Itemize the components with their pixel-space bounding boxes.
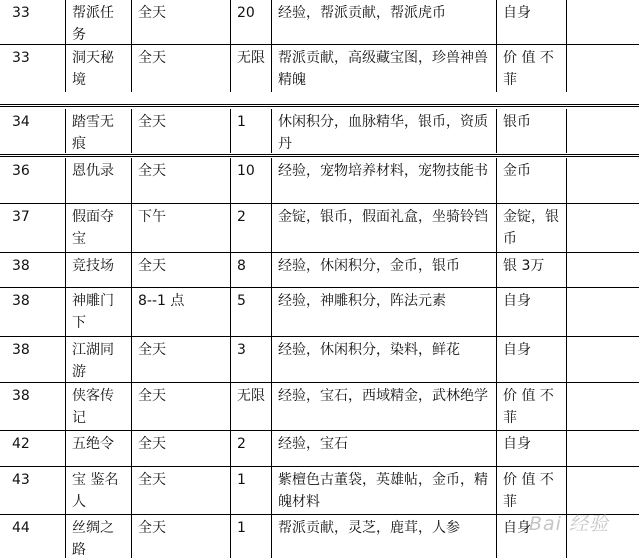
activity-name-cell: 踏雪无痕 xyxy=(65,109,131,153)
count-cell: 5 xyxy=(230,288,271,336)
activity-name-cell: 假面夺宝 xyxy=(65,204,131,252)
activity-name-cell: 帮派任务 xyxy=(65,0,131,44)
note-cell: 价 值 不菲 xyxy=(496,45,566,92)
level-cell: 36 xyxy=(12,163,30,179)
note-cell: 价 值 不菲 xyxy=(496,467,566,514)
watermark: Bai 经验 xyxy=(529,513,609,535)
activity-name-cell: 竞技场 xyxy=(65,253,131,287)
rewards-cell: 经验，神雕积分，阵法元素 xyxy=(271,288,496,336)
count-cell: 3 xyxy=(230,337,271,382)
count-cell: 8 xyxy=(230,253,271,287)
row-divider xyxy=(0,154,639,157)
table-row xyxy=(0,337,639,382)
time-cell: 全天 xyxy=(131,431,230,466)
time-cell: 全天 xyxy=(131,253,230,287)
count-cell: 1 xyxy=(230,109,271,153)
rewards-cell: 金锭，银币，假面礼盒，坐骑铃铛 xyxy=(271,204,496,252)
rewards-cell: 经验，帮派贡献，帮派虎币 xyxy=(271,0,496,44)
empty-cell xyxy=(566,337,639,382)
count-cell: 10 xyxy=(230,158,271,203)
time-cell: 全天 xyxy=(131,467,230,514)
table-row xyxy=(0,288,639,336)
count-cell: 无限 xyxy=(230,45,271,92)
note-cell: 自身 xyxy=(496,288,566,336)
activity-name-cell: 江湖同游 xyxy=(65,337,131,382)
empty-cell xyxy=(566,288,639,336)
level-cell: 38 xyxy=(12,342,30,358)
count-cell: 1 xyxy=(230,467,271,514)
note-cell: 自身 xyxy=(496,515,566,558)
table-row xyxy=(0,109,639,153)
table-row xyxy=(0,383,639,430)
activity-name-cell: 侠客传记 xyxy=(65,383,131,430)
level-cell: 33 xyxy=(12,5,30,21)
time-cell: 全天 xyxy=(131,109,230,153)
time-cell: 全天 xyxy=(131,45,230,92)
table-row xyxy=(0,431,639,466)
empty-cell xyxy=(566,45,639,92)
table-row xyxy=(0,0,639,44)
level-cell: 38 xyxy=(12,388,30,404)
level-cell: 42 xyxy=(12,436,30,452)
level-cell: 43 xyxy=(12,472,30,488)
time-cell: 全天 xyxy=(131,515,230,558)
table-row xyxy=(0,467,639,514)
empty-cell xyxy=(566,253,639,287)
empty-cell xyxy=(566,158,639,203)
activity-name-cell: 宝 鉴名人 xyxy=(65,467,131,514)
time-cell: 下午 xyxy=(131,204,230,252)
note-cell: 银币 xyxy=(496,109,566,153)
activity-name-cell: 恩仇录 xyxy=(65,158,131,203)
count-cell: 1 xyxy=(230,515,271,558)
time-cell: 全天 xyxy=(131,0,230,44)
empty-cell xyxy=(566,0,639,44)
level-cell: 44 xyxy=(12,520,30,536)
empty-cell xyxy=(566,204,639,252)
empty-cell xyxy=(566,109,639,153)
time-cell: 全天 xyxy=(131,337,230,382)
rewards-cell: 经验，休闲积分，染料，鲜花 xyxy=(271,337,496,382)
activity-name-cell: 洞天秘境 xyxy=(65,45,131,92)
rewards-cell: 帮派贡献，灵芝，鹿茸，人参 xyxy=(271,515,496,558)
rewards-cell: 经验，宠物培养材料，宠物技能书 xyxy=(271,158,496,203)
count-cell: 20 xyxy=(230,0,271,44)
time-cell: 全天 xyxy=(131,158,230,203)
table-row xyxy=(0,204,639,252)
note-cell: 自身 xyxy=(496,337,566,382)
rewards-cell: 紫檀色古董袋，英雄帖，金币，精魄材料 xyxy=(271,467,496,514)
note-cell: 自身 xyxy=(496,0,566,44)
note-cell: 价 值 不菲 xyxy=(496,383,566,430)
time-cell: 全天 xyxy=(131,383,230,430)
activity-name-cell: 五绝令 xyxy=(65,431,131,466)
time-cell: 8--1 点 xyxy=(131,288,230,336)
level-cell: 34 xyxy=(12,114,30,130)
empty-cell xyxy=(566,431,639,466)
activity-name-cell: 丝绸之路 xyxy=(65,515,131,558)
empty-cell xyxy=(566,383,639,430)
table-row xyxy=(0,158,639,203)
rewards-cell: 经验，休闲积分，金币，银币 xyxy=(271,253,496,287)
rewards-cell: 帮派贡献，高级藏宝图，珍兽神兽精魄 xyxy=(271,45,496,92)
table-row xyxy=(0,45,639,92)
note-cell: 金币 xyxy=(496,158,566,203)
note-cell: 银 3万 xyxy=(496,253,566,287)
rewards-cell: 休闲积分，血脉精华，银币，资质丹 xyxy=(271,109,496,153)
level-cell: 38 xyxy=(12,293,30,309)
row-divider xyxy=(0,104,639,107)
level-cell: 37 xyxy=(12,209,30,225)
note-cell: 金锭，银币 xyxy=(496,204,566,252)
note-cell: 自身 xyxy=(496,431,566,466)
empty-cell xyxy=(566,467,639,514)
activity-name-cell: 神雕门下 xyxy=(65,288,131,336)
count-cell: 2 xyxy=(230,431,271,466)
rewards-cell: 经验，宝石，西域精金，武林绝学 xyxy=(271,383,496,430)
count-cell: 无限 xyxy=(230,383,271,430)
count-cell: 2 xyxy=(230,204,271,252)
rewards-cell: 经验，宝石 xyxy=(271,431,496,466)
level-cell: 38 xyxy=(12,258,30,274)
table-row xyxy=(0,253,639,287)
level-cell: 33 xyxy=(12,50,30,66)
